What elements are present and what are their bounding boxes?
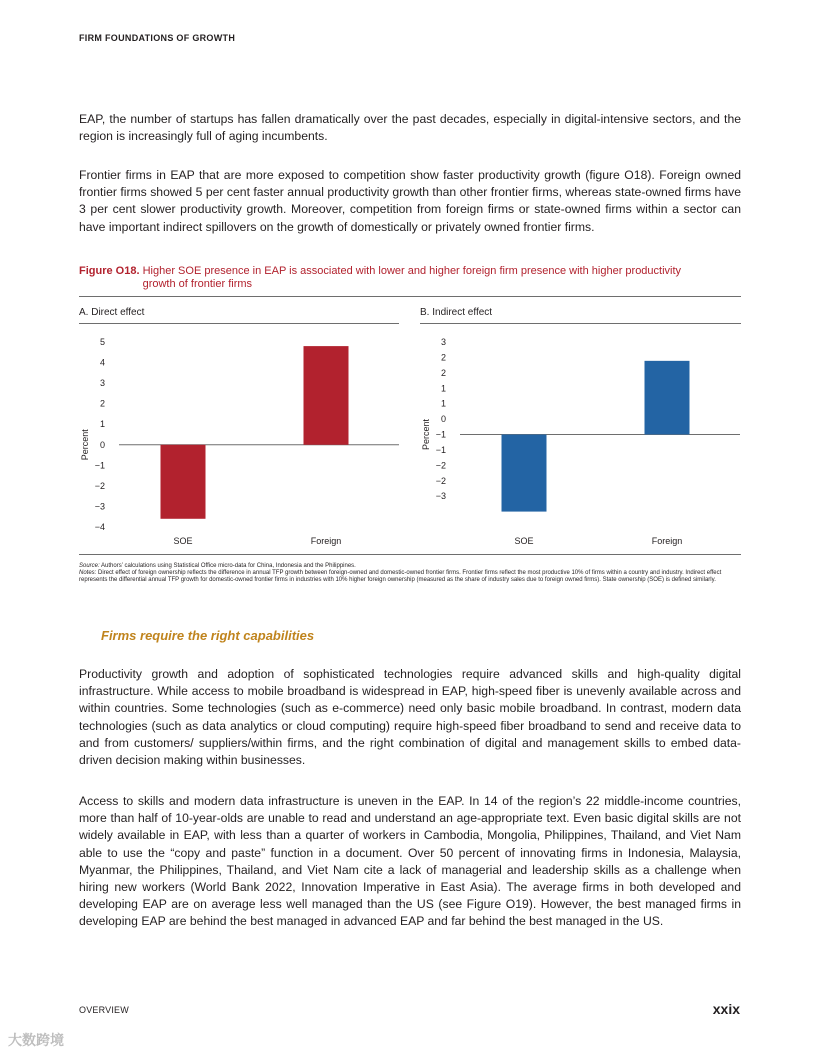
- direct-effect-xtick-label: SOE: [173, 536, 193, 546]
- watermark-logo: 大数跨境: [8, 1032, 64, 1048]
- notes-text: Direct effect of foreign ownership reflects the difference in annual TFP growth between foreign-owned and domestic-owned frontier firms. Frontier firms reflect the most productive 10% of firms within a country and industry. Indirect effect represents the differential annual TFP growth for domestic-owned frontier firms in industries with 10% higher foreign ownership (measured as the share of industry sales due to foreign owned firms). State ownership (SOE) is defined similarly.: [79, 570, 722, 584]
- direct-effect-ytick-label: 5: [99, 337, 105, 347]
- source-label: Source:: [79, 563, 100, 569]
- direct-effect-ytick-label: 3: [99, 378, 105, 389]
- direct-effect-ytick-label: −3: [94, 501, 105, 512]
- indirect-effect-ytick-label: 1: [440, 383, 446, 394]
- direct-effect-bar-foreign: [304, 346, 349, 445]
- figure-caption-text: Higher SOE presence in EAP is associated with lower and higher foreign firm presence with higher productivity growth of frontier firms: [142, 265, 682, 290]
- footer-section: OVERVIEW: [79, 1005, 129, 1015]
- indirect-effect-bar-foreign: [645, 361, 690, 435]
- panel-a-rule: [79, 323, 399, 324]
- direct-effect-ytick-label: 4: [99, 357, 105, 368]
- indirect-effect-ytick-label: 0: [440, 414, 446, 425]
- indirect-effect-ytick-label: 2: [440, 367, 446, 378]
- direct-effect-bar-soe: [161, 445, 206, 519]
- panel-a-title: A. Direct effect: [79, 307, 145, 318]
- direct-effect-ylabel: Percent: [80, 429, 90, 461]
- indirect-effect-chart: [420, 330, 742, 552]
- figure-source: [79, 563, 741, 570]
- figure-notes: [79, 563, 741, 585]
- indirect-effect-ytick-label: 1: [440, 398, 446, 409]
- page-number: xxix: [712, 1001, 740, 1017]
- direct-effect-ytick-label: −4: [94, 522, 105, 532]
- source-text: Authors’ calculations using Statistical Office micro-data for China, Indonesia and the Philippines.: [101, 563, 356, 569]
- direct-effect-ytick-label: −2: [94, 480, 105, 491]
- running-header: FIRM FOUNDATIONS OF GROWTH: [79, 33, 236, 43]
- figure-bottom-rule: [79, 554, 741, 555]
- figure-top-rule: [79, 296, 741, 297]
- indirect-effect-ytick-label: −1: [435, 444, 446, 455]
- panel-b-rule: [420, 323, 741, 324]
- figure-note: [79, 570, 741, 584]
- indirect-effect-ytick-label: 3: [440, 337, 446, 347]
- figure-number: Figure O18.: [79, 265, 140, 277]
- notes-label: Notes:: [79, 570, 97, 577]
- figure-caption: [79, 265, 741, 291]
- direct-effect-ytick-label: 0: [99, 439, 105, 450]
- indirect-effect-xtick-label: SOE: [514, 536, 534, 546]
- indirect-effect-ylabel: Percent: [421, 418, 431, 451]
- indirect-effect-ytick-label: −2: [435, 475, 446, 486]
- indirect-effect-xtick-label: Foreign: [651, 536, 683, 546]
- body-paragraph-4: Access to skills and modern data infrastructure is uneven in the EAP. In 14 of the region’s 22 middle-income countries, more than half of 10-year-olds are unable to read and understand an age-appropriate text. Even basic digital skills are not widely available in EAP, with less than a quarter of workers in Cambodia, Mongolia, Philippines, Thailand, and Viet Nam able to use the “copy and paste” function in a document. Over 50 percent of innovating firms in Indonesia, Malaysia, Myanmar, the Philippines, Thailand, and Viet Nam cite a lack of managerial and leadership skills as a challenge when hiring new workers (World Bank 2022, Innovation Imperative in East Asia). The average firms in both developed and developing EAP are on average less well managed than the US (see Figure O19). However, the best managed firms in developing EAP are behind the best managed in advanced EAP and far behind the best managed in the US.: [79, 794, 741, 929]
- body-paragraph-2: Frontier firms in EAP that are more exposed to competition show faster productivity growth (figure O18). Foreign owned frontier firms showed 5 per cent faster annual productivity growth than other frontier firms, whereas state-owned firms have 3 per cent slower productivity growth. Moreover, competition from foreign firms or state-owned firms within a sector can have important indirect spillovers on the growth of domestically or privately owned frontier firms.: [79, 168, 741, 234]
- direct-effect-chart: [79, 330, 401, 552]
- direct-effect-ytick-label: 2: [99, 398, 105, 409]
- section-heading: Firms require the right capabilities: [101, 628, 315, 643]
- indirect-effect-ytick-label: −1: [435, 429, 446, 440]
- body-paragraph-1: EAP, the number of startups has fallen dramatically over the past decades, especially in digital-intensive sectors, and the region is increasingly full of aging incumbents.: [79, 112, 741, 144]
- indirect-effect-ytick-label: −3: [435, 491, 446, 502]
- direct-effect-ytick-label: −1: [94, 460, 105, 471]
- direct-effect-ytick-label: 1: [99, 419, 105, 430]
- direct-effect-xtick-label: Foreign: [310, 536, 342, 546]
- panel-b-title: B. Indirect effect: [420, 307, 493, 318]
- indirect-effect-ytick-label: −2: [435, 460, 446, 471]
- indirect-effect-bar-soe: [502, 435, 547, 512]
- indirect-effect-ytick-label: 2: [440, 352, 446, 363]
- body-paragraph-3: Productivity growth and adoption of sophisticated technologies require advanced skills and high-quality digital infrastructure. While access to mobile broadband is widespread in EAP, high-speed fiber is unevenly available across and within countries. Some technologies (such as e-commerce) need only basic mobile broadband. In contrast, modern data technologies (such as data analytics or cloud computing) require high-speed fiber broadband to send and receive data to and from customers/ suppliers/within firms, and the right combination of digital and management skills to embed data-driven decision making within businesses.: [79, 667, 741, 768]
